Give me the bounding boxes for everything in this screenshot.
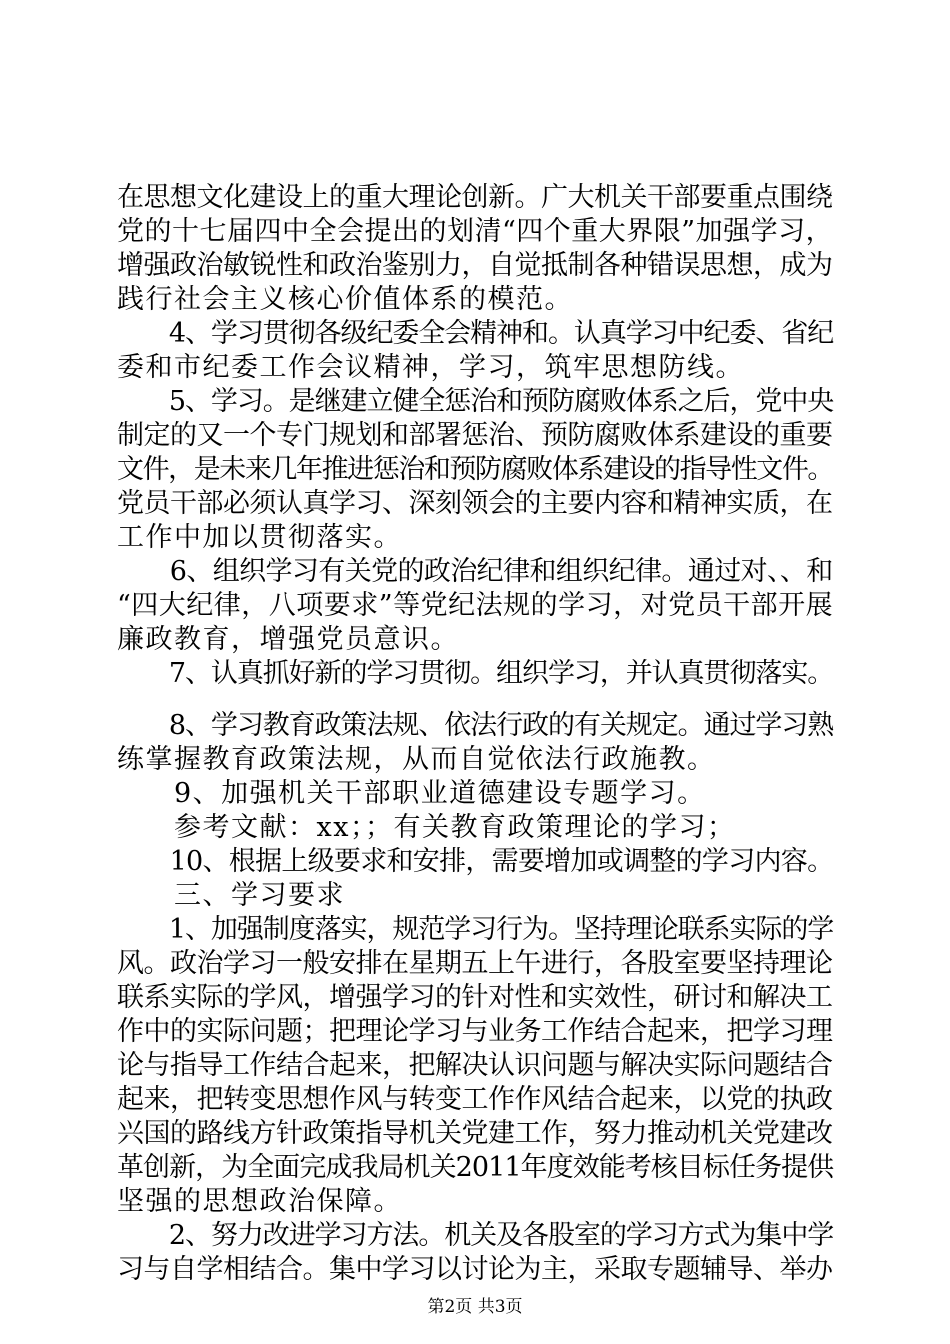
text-line: 6、组织学习有关党的政治纪律和组织纪律。通过对、、和 (117, 556, 833, 587)
text-line: 1、加强制度落实，规范学习行为。坚持理论联系实际的学 (117, 914, 834, 945)
text-line: 作中的实际问题；把理论学习与业务工作结合起来，把学习理 (117, 1016, 833, 1047)
text-line: 10、根据上级要求和安排，需要增加或调整的学习内容。 (117, 846, 834, 877)
text-line: 2、努力改进学习方法。机关及各股室的学习方式为集中学 (117, 1220, 834, 1251)
text-line: 党员干部必须认真学习、深刻领会的主要内容和精神实质，在 (117, 488, 833, 519)
text-line: “四大纪律，八项要求”等党纪法规的学习，对党员干部开展 (117, 590, 834, 621)
text-line: 党的十七届四中全会提出的划清“四个重大界限”加强学习， (117, 216, 834, 247)
text-line: 工作中加以贯彻落实。 (117, 522, 402, 553)
text-line: 革创新，为全面完成我局机关2011年度效能考核目标任务提供 (117, 1152, 834, 1183)
text-line: 论与指导工作结合起来，把解决认识问题与解决实际问题结合 (117, 1050, 833, 1081)
text-line: 8、学习教育政策法规、依法行政的有关规定。通过学习熟 (117, 710, 834, 741)
text-line: 兴国的路线方针政策指导机关党建工作，努力推动机关党建改 (117, 1118, 833, 1149)
text-line: 参考文献：xx；；有关教育政策理论的学习； (117, 812, 736, 843)
section-heading: 三、学习要求 (117, 880, 345, 911)
text-line: 廉政教育，增强党员意识。 (117, 624, 459, 655)
text-line: 坚强的思想政治保障。 (117, 1186, 402, 1217)
text-line: 9、加强机关干部职业道德建设专题学习。 (117, 778, 706, 809)
text-line: 践行社会主义核心价值体系的模范。 (117, 284, 573, 315)
page-number-footer: 第2页 共3页 (427, 1297, 523, 1317)
text-line: 增强政治敏锐性和政治鉴别力，自觉抵制各种错误思想，成为 (117, 250, 833, 281)
text-line: 5、学习。是继建立健全惩治和预防腐败体系之后，党中央 (117, 386, 834, 417)
text-line: 风。政治学习一般安排在星期五上午进行，各股室要坚持理论 (117, 948, 833, 979)
text-line: 制定的又一个专门规划和部署惩治、预防腐败体系建设的重要 (117, 420, 833, 451)
text-line: 7、认真抓好新的学习贯彻。组织学习，并认真贯彻落实。 (117, 658, 834, 689)
text-line: 文件，是未来几年推进惩治和预防腐败体系建设的指导性文件。 (117, 454, 833, 485)
text-line: 委和市纪委工作会议精神，学习，筑牢思想防线。 (117, 352, 744, 383)
text-line: 4、学习贯彻各级纪委全会精神和。认真学习中纪委、省纪 (117, 318, 834, 349)
text-line: 练掌握教育政策法规，从而自觉依法行政施教。 (117, 744, 716, 775)
text-line: 在思想文化建设上的重大理论创新。广大机关干部要重点围绕 (117, 182, 833, 213)
text-line: 习与自学相结合。集中学习以讨论为主，采取专题辅导、举办 (117, 1254, 833, 1285)
text-line: 联系实际的学风，增强学习的针对性和实效性，研讨和解决工 (117, 982, 833, 1013)
text-line: 起来，把转变思想作风与转变工作作风结合起来，以党的执政 (117, 1084, 833, 1115)
